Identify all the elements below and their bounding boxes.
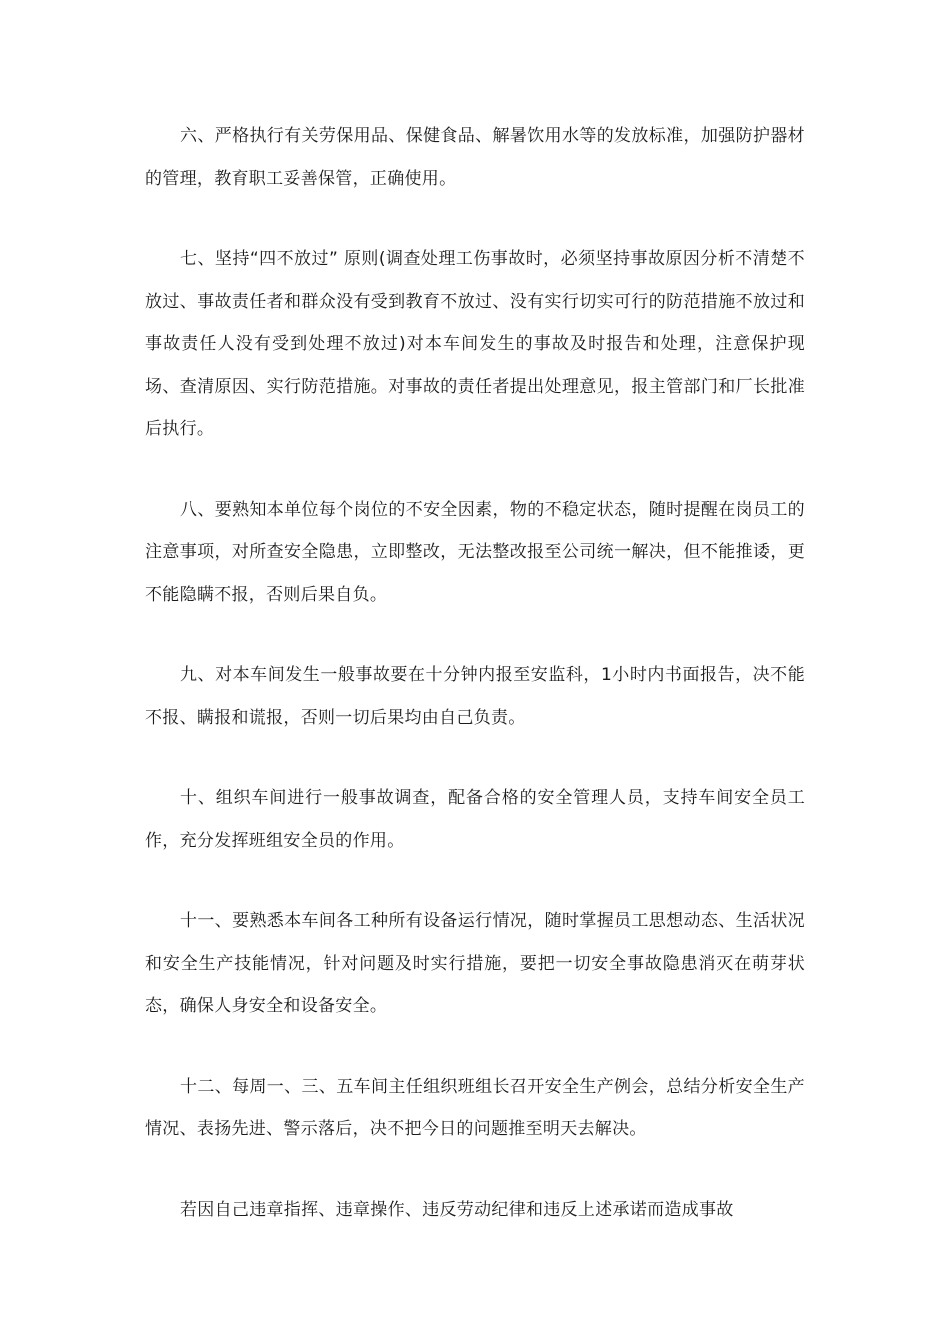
paragraph-item-10: 十、组织车间进行一般事故调查，配备合格的安全管理人员，支持车间安全员工作，充分发挥班组安全员的作用。	[145, 788, 805, 851]
paragraph-item-11: 十一、要熟悉本车间各工种所有设备运行情况，随时掌握员工思想动态、生活状况和安全生产技能情况，针对问题及时实行措施，要把一切安全事故隐患消灭在萌芽状态，确保人身安全和设备安全。	[145, 911, 805, 1016]
paragraph-item-7: 七、坚持“四不放过” 原则(调查处理工伤事故时，必须坚持事故原因分析不清楚不放过、事故责任者和群众没有受到教育不放过、没有实行切实可行的防范措施不放过和事故责任人没有受到处理不放过)对本车间发生的事故及时报告和处理，注意保护现场、查清原因、实行防范措施。对事故的责任者提出处理意见，报主管部门和厂长批准后执行。	[145, 249, 805, 439]
paragraph-closing: 若因自己违章指挥、违章操作、违反劳动纪律和违反上述承诺而造成事故	[180, 1199, 734, 1220]
paragraph-item-6: 六、严格执行有关劳保用品、保健食品、解暑饮用水等的发放标准，加强防护器材的管理，教育职工妥善保管，正确使用。	[145, 126, 805, 189]
paragraph-item-9: 九、对本车间发生一般事故要在十分钟内报至安监科，1小时内书面报告，决不能不报、瞒报和谎报，否则一切后果均由自己负责。	[145, 665, 805, 728]
paragraph-item-8: 八、要熟知本单位每个岗位的不安全因素，物的不稳定状态，随时提醒在岗员工的注意事项，对所查安全隐患，立即整改，无法整改报至公司统一解决，但不能推诿，更不能隐瞒不报，否则后果自负。	[145, 499, 805, 605]
document-body	[145, 115, 805, 1231]
paragraph-item-12: 十二、每周一、三、五车间主任组织班组长召开安全生产例会，总结分析安全生产情况、表扬先进、警示落后，决不把今日的问题推至明天去解决。	[145, 1076, 805, 1139]
